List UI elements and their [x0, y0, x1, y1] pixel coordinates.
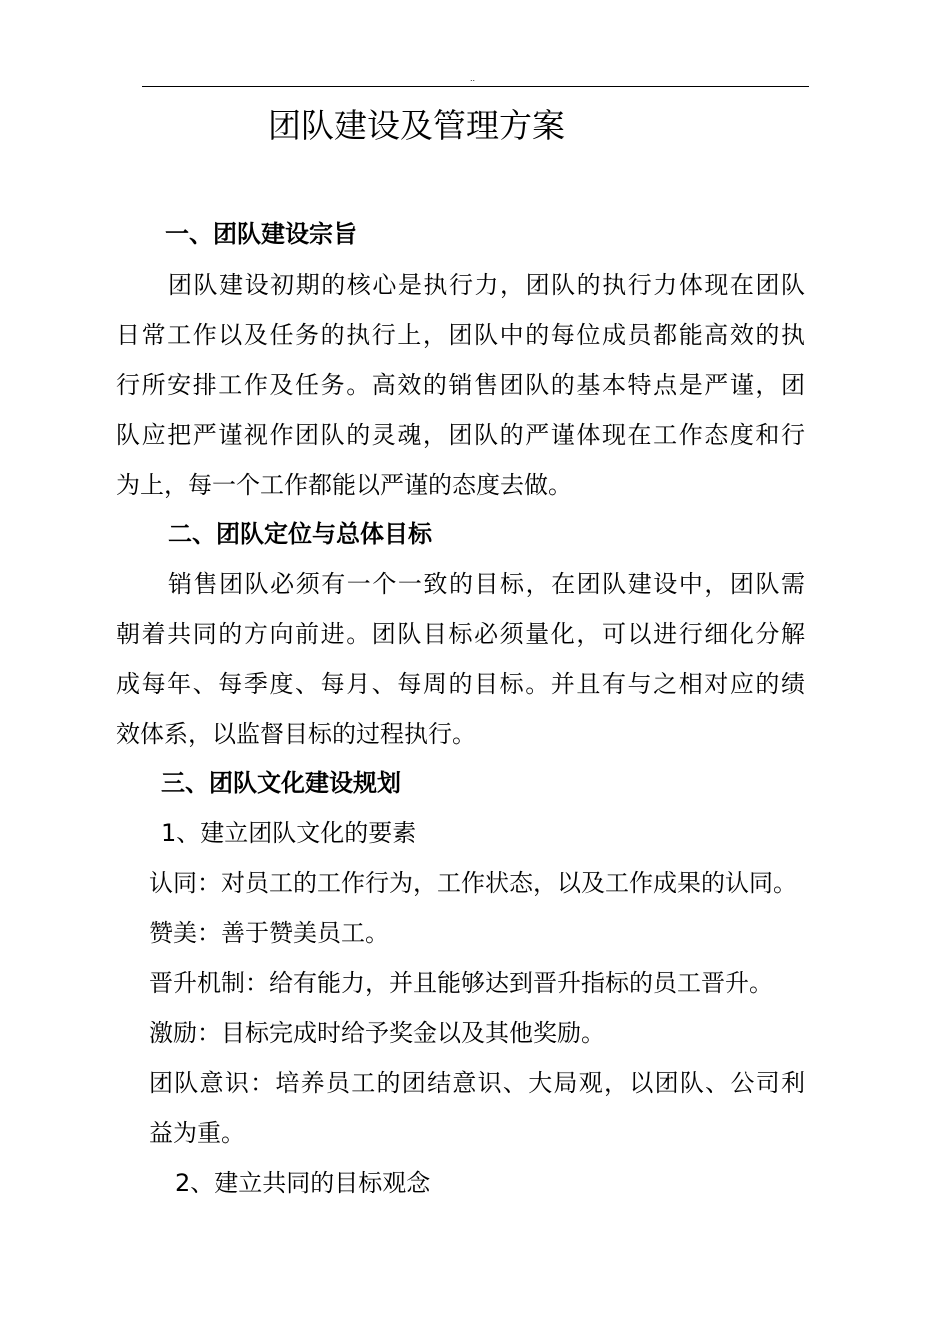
paragraph-line: 为上，每一个工作都能以严谨的态度去做。 [116, 471, 572, 499]
section-heading: 一、团队建设宗旨 [165, 220, 357, 248]
paragraph-line: 队应把严谨视作团队的灵魂，团队的严谨体现在工作态度和行 [116, 421, 805, 449]
paragraph-line: 日常工作以及任务的执行上，团队中的每位成员都能高效的执 [116, 321, 805, 349]
paragraph-line: 销售团队必须有一个一致的目标，在团队建设中，团队需 [168, 570, 805, 598]
subsection-heading: 2、建立共同的目标观念 [175, 1169, 431, 1197]
section-heading: 二、团队定位与总体目标 [168, 520, 432, 548]
paragraph-line: 效体系，以监督目标的过程执行。 [116, 720, 476, 748]
list-item: 赞美：善于赞美员工。 [149, 919, 389, 947]
paragraph-line: 朝着共同的方向前进。团队目标必须量化，可以进行细化分解 [116, 620, 805, 648]
list-item: 团队意识：培养员工的团结意识、大局观，以团队、公司利 [149, 1069, 805, 1097]
paragraph-line: 成每年、每季度、每月、每周的目标。并且有与之相对应的绩 [116, 670, 805, 698]
list-item: 益为重。 [149, 1119, 245, 1147]
subsection-heading: 1、建立团队文化的要素 [161, 819, 417, 847]
paragraph-line: 团队建设初期的核心是执行力，团队的执行力体现在团队 [168, 271, 805, 299]
section-heading: 三、团队文化建设规划 [161, 769, 401, 797]
paragraph-line: 行所安排工作及任务。高效的销售团队的基本特点是严谨，团 [116, 371, 805, 399]
list-item: 激励：目标完成时给予奖金以及其他奖励。 [149, 1019, 605, 1047]
list-item: 认同：对员工的工作行为，工作状态，以及工作成果的认同。 [149, 869, 797, 897]
header-mark: .. [470, 74, 476, 83]
document-title: 团队建设及管理方案 [268, 106, 565, 145]
list-item: 晋升机制：给有能力，并且能够达到晋升指标的员工晋升。 [149, 969, 773, 997]
header-rule [142, 86, 809, 87]
